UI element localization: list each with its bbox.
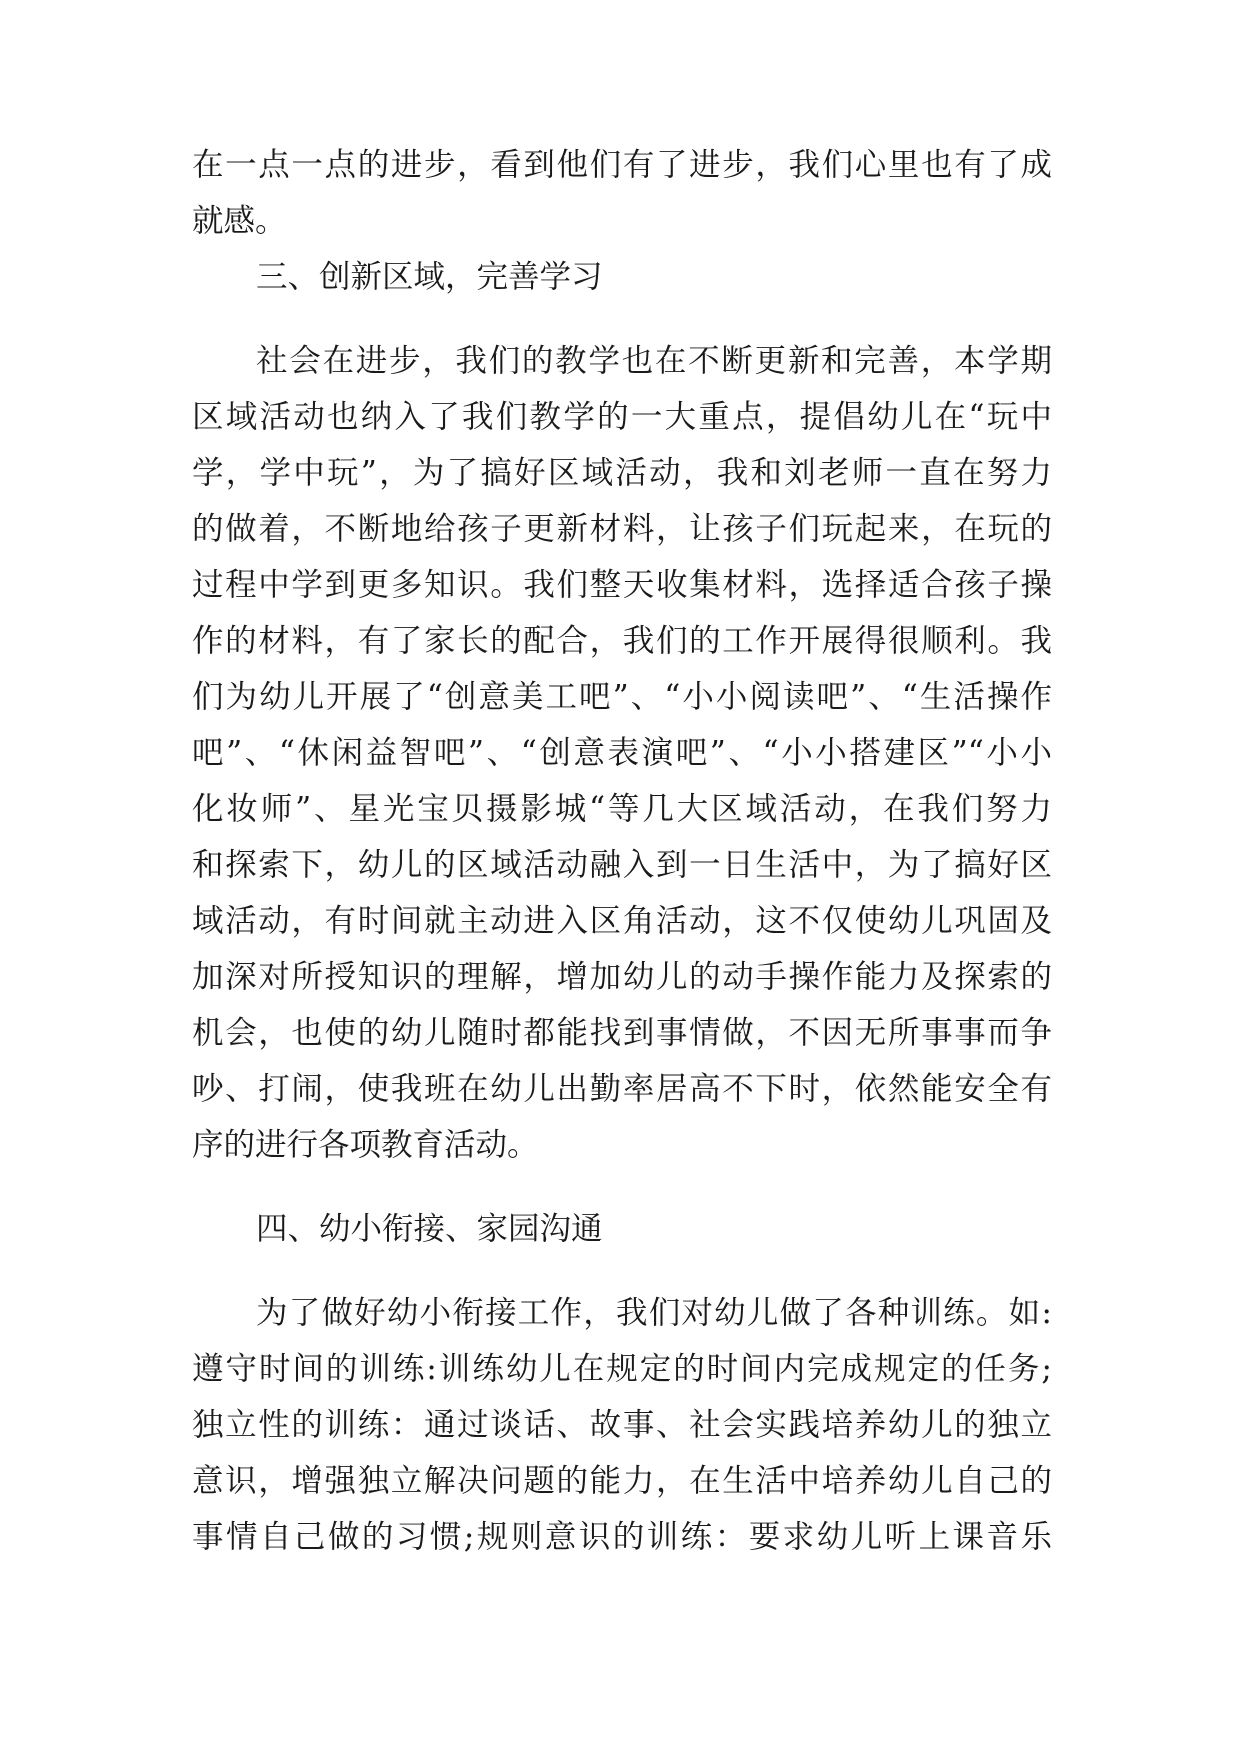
text-line: 和探索下，幼儿的区域活动融入到一日生活中，为了搞好区 — [192, 847, 1052, 883]
text-line: 独立性的训练：通过谈话、故事、社会实践培养幼儿的独立 — [192, 1407, 1052, 1443]
text-line: 作的材料，有了家长的配合，我们的工作开展得很顺利。我 — [192, 623, 1052, 659]
text-line: 的做着，不断地给孩子更新材料，让孩子们玩起来，在玩的 — [192, 511, 1052, 547]
text-line: 在一点一点的进步，看到他们有了进步，我们心里也有了成 — [192, 147, 1052, 183]
text-line: 区域活动也纳入了我们教学的一大重点，提倡幼儿在“玩中 — [192, 399, 1052, 435]
text-line: 过程中学到更多知识。我们整天收集材料，选择适合孩子操 — [192, 567, 1052, 603]
text-line: 为了做好幼小衔接工作，我们对幼儿做了各种训练。如: — [256, 1295, 1052, 1331]
text-line: 序的进行各项教育活动。 — [192, 1127, 539, 1163]
text-line: 加深对所授知识的理解，增加幼儿的动手操作能力及探索的 — [192, 959, 1052, 995]
text-line: 学，学中玩”，为了搞好区域活动，我和刘老师一直在努力 — [192, 455, 1052, 491]
section-heading: 四、幼小衔接、家园沟通 — [256, 1211, 603, 1247]
text-line: 意识，增强独立解决问题的能力，在生活中培养幼儿自己的 — [192, 1463, 1052, 1499]
text-line: 化妆师”、星光宝贝摄影城“等几大区域活动，在我们努力 — [192, 791, 1052, 827]
section-heading: 三、创新区域，完善学习 — [256, 259, 603, 295]
text-line: 域活动，有时间就主动进入区角活动，这不仅使幼儿巩固及 — [192, 903, 1052, 939]
text-line: 机会，也使的幼儿随时都能找到事情做，不因无所事事而争 — [192, 1015, 1052, 1051]
text-line: 遵守时间的训练:训练幼儿在规定的时间内完成规定的任务; — [192, 1351, 1052, 1387]
text-line: 吵、打闹，使我班在幼儿出勤率居高不下时，依然能安全有 — [192, 1071, 1052, 1107]
text-line: 社会在进步，我们的教学也在不断更新和完善，本学期 — [256, 343, 1052, 379]
text-line: 事情自己做的习惯;规则意识的训练：要求幼儿听上课音乐 — [192, 1519, 1052, 1555]
text-line: 吧”、“休闲益智吧”、“创意表演吧”、“小小搭建区”“小小 — [192, 735, 1052, 771]
text-line: 们为幼儿开展了“创意美工吧”、“小小阅读吧”、“生活操作 — [192, 679, 1052, 715]
text-line: 就感。 — [192, 203, 287, 239]
